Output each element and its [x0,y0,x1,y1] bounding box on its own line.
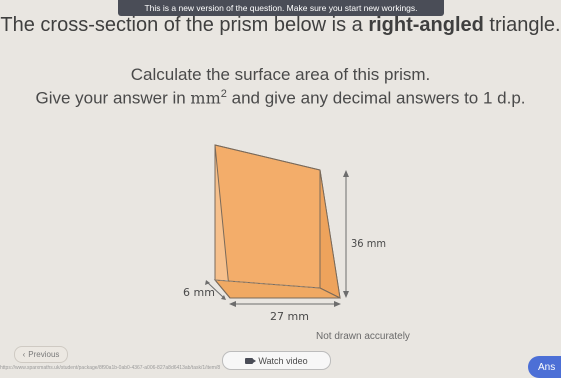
question-line-3-suffix: and give any decimal answers to 1 d.p. [226,88,526,108]
height-arrow-head-bottom [343,291,349,298]
answer-label: Ans [538,361,556,373]
question-line-2: Calculate the surface area of this prism. [130,65,431,84]
watch-video-label: Watch video [258,355,308,366]
previous-button[interactable] [14,346,68,363]
status-bar-url: https://www.sparxmaths.uk/student/package/8f90a1b-0ab0-4367-a006-827a8d6413ab/task/1/item/8 [0,365,221,371]
question-line-1-bold: right-angled [368,14,484,36]
prism-front-face [320,170,340,298]
question-line-3-prefix: Give your answer in [35,88,191,108]
unit-exponent: 2 [220,88,227,100]
banner-text: This is a new version of the question. Make sure you start new workings. [144,3,418,13]
prism-diagram [0,130,561,330]
not-drawn-accurately-note: Not drawn accurately [316,331,410,342]
answer-button[interactable] [528,356,561,378]
unit-mm: mm [190,88,221,108]
question-line-1-prefix: The cross-section of the prism below is a [0,14,369,36]
height-arrow-head-top [343,170,349,177]
label-depth: 6 mm [183,286,215,299]
question-line-3 [0,88,561,109]
base-arrow-head-right [334,301,341,307]
video-icon [245,358,253,364]
question-line-1-suffix: triangle. [483,14,561,36]
label-height: 36 mm [351,237,387,250]
base-arrow-head-left [229,301,236,307]
previous-label: Previous [28,350,60,359]
question-line-1 [0,14,561,37]
chevron-left-icon: ‹ [22,350,26,359]
label-base: 27 mm [270,310,309,323]
